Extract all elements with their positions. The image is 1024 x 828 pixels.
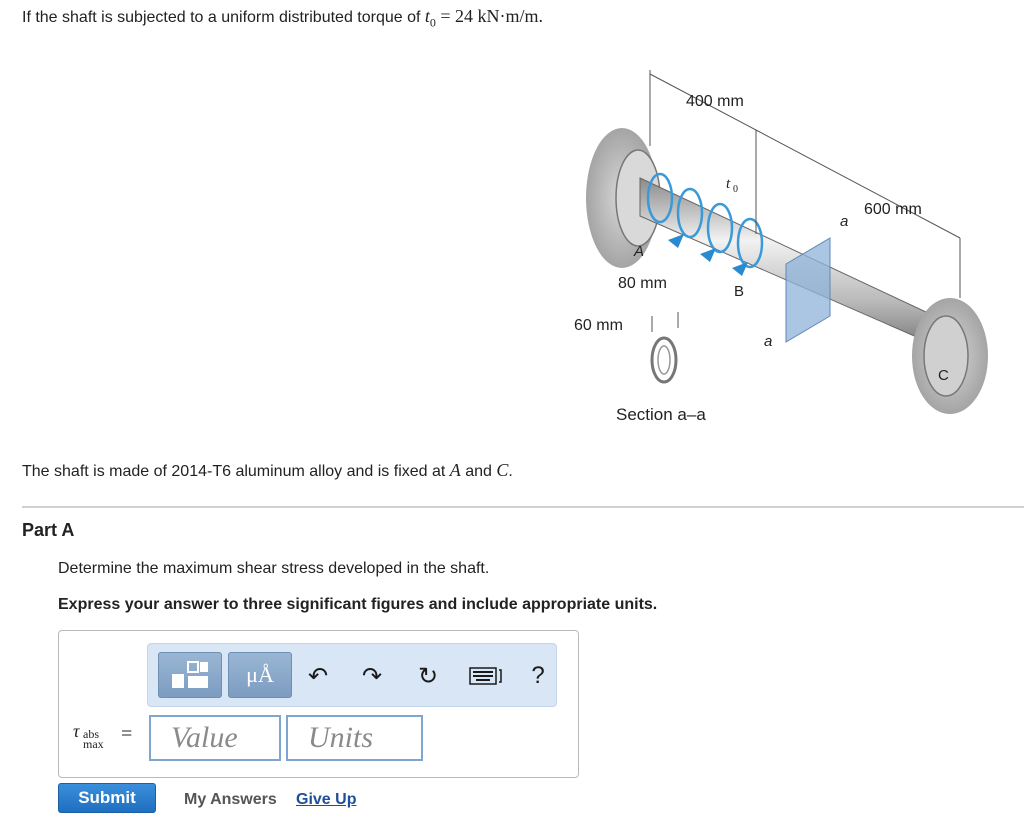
equals-sign: = — [121, 723, 133, 745]
part-title: Part A — [22, 520, 75, 540]
shaft-figure — [560, 58, 1020, 438]
give-up-link[interactable]: Give Up — [296, 791, 357, 808]
label-section: Section a–a — [616, 405, 706, 424]
right-flange — [924, 316, 968, 396]
redo-icon[interactable]: ↷ — [361, 662, 383, 690]
intro-text: If the shaft is subjected to a uniform distributed torque of — [22, 9, 425, 26]
label-600mm: 600 mm — [864, 201, 922, 218]
material-and: and — [460, 463, 497, 480]
torque-symbol-sub: 0 — [429, 15, 436, 30]
label-60mm: 60 mm — [574, 317, 623, 334]
label-80mm: 80 mm — [618, 275, 667, 292]
torque-symbol: t — [424, 6, 430, 26]
answer-symbol — [73, 721, 104, 751]
problem-intro — [22, 6, 543, 31]
torque-value: = 24 kN·m/m. — [435, 6, 544, 26]
submit-button[interactable]: Submit — [58, 783, 156, 813]
support-mid — [700, 248, 716, 262]
answer-box — [58, 630, 579, 778]
label-400mm: 400 mm — [686, 93, 744, 110]
tau-subscript — [83, 729, 104, 749]
section-divider — [22, 506, 1024, 508]
label-t0-sub: 0 — [733, 184, 738, 195]
support-a — [668, 234, 684, 248]
section-ring-outer — [652, 338, 676, 382]
question-text: Determine the maximum shear stress developed in the shaft. — [58, 560, 490, 577]
my-answers-link[interactable]: My Answers — [184, 791, 277, 808]
tau-sub-bottom: max — [83, 737, 104, 751]
units-button[interactable] — [228, 652, 292, 698]
label-point-b: B — [734, 283, 745, 300]
support-b — [732, 262, 748, 276]
material-end: . — [508, 463, 513, 480]
label-point-a: A — [634, 243, 645, 260]
point-a: A — [449, 460, 461, 480]
material-description — [22, 460, 513, 481]
point-c: C — [496, 460, 509, 480]
label-t0: t — [726, 176, 731, 192]
shaft-diagram — [560, 58, 1020, 438]
value-input[interactable] — [149, 715, 281, 761]
keyboard-icon[interactable] — [466, 662, 506, 690]
tau-symbol: τ — [73, 721, 80, 741]
reset-icon[interactable]: ↻ — [417, 662, 439, 690]
templates-button[interactable] — [158, 652, 222, 698]
math-toolbar — [147, 643, 557, 707]
undo-icon[interactable]: ↶ — [307, 662, 329, 690]
label-point-c: C — [938, 367, 949, 384]
label-a-top: a — [840, 213, 849, 230]
units-button-label: μÅ — [246, 662, 274, 687]
help-label: ? — [531, 662, 545, 689]
help-icon[interactable] — [524, 662, 552, 690]
instruction-text: Express your answer to three significant figures and include appropriate units. — [58, 596, 658, 613]
torque-formula — [424, 6, 544, 30]
section-ring-inner — [658, 346, 670, 374]
label-a-bottom: a — [764, 333, 773, 350]
tau-sub-top: abs — [83, 727, 99, 741]
material-text: The shaft is made of 2014-T6 aluminum alloy and is fixed at — [22, 463, 450, 480]
templates-icon — [170, 660, 210, 690]
keyboard-glyph — [469, 667, 503, 685]
units-input[interactable] — [286, 715, 423, 761]
